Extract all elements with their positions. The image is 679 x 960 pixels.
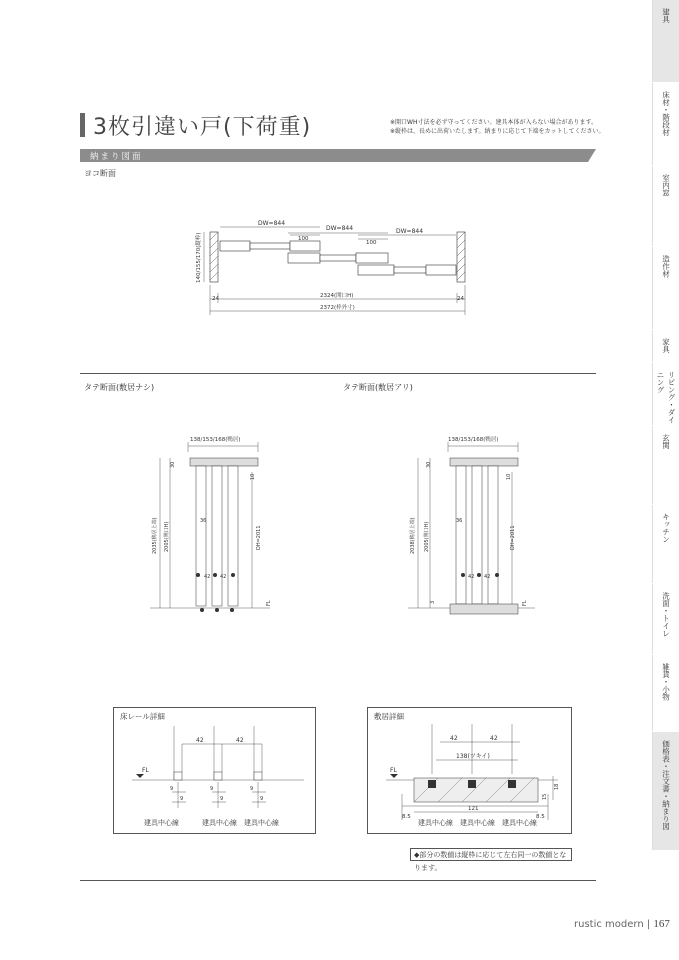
yoko-opening: 2324(開口H) bbox=[320, 293, 354, 299]
side-tab-label: 室内窓 bbox=[661, 174, 671, 197]
page-number: 167 bbox=[653, 918, 670, 930]
side-tab-zousaku[interactable] bbox=[652, 247, 679, 329]
yoko-drawing bbox=[180, 215, 480, 320]
side-tab-label: 洗面・トイレ bbox=[661, 592, 671, 637]
rail-fl: FL bbox=[142, 767, 149, 774]
side-tab-label: リビング・ダイニング bbox=[656, 371, 676, 424]
section-band bbox=[80, 149, 596, 162]
side-tab-label: 玄関 bbox=[661, 434, 671, 449]
rail-detail-drawing bbox=[114, 708, 315, 833]
shikii-15: 15 bbox=[542, 793, 548, 800]
tate1-top: 138/153/168(鴨居) bbox=[190, 437, 241, 443]
rail-detail-box bbox=[113, 707, 316, 834]
tate1-h1: 2035(鴨居上端) bbox=[152, 517, 158, 554]
rail-42a: 42 bbox=[196, 737, 204, 744]
rail-9c: 9 bbox=[210, 786, 214, 792]
note-1: ※開口WH寸法を必ず守ってください。建具本体が入らない場合があります。 bbox=[390, 119, 597, 126]
footer-sep: | bbox=[646, 919, 651, 930]
shikii-detail-drawing bbox=[368, 708, 571, 833]
shikii-detail-title: 敷居詳細 bbox=[374, 712, 404, 721]
note-2: ※縦枠は、長めに出荷いたします。納まりに応じて下端をカットしてください。 bbox=[390, 128, 605, 135]
shikii-center-2: 建具中心線 bbox=[460, 819, 495, 827]
divider-1 bbox=[80, 373, 596, 374]
rail-center-2: 建具中心線 bbox=[202, 819, 237, 827]
rail-9e: 9 bbox=[250, 786, 254, 792]
shikii-121: 121 bbox=[468, 806, 479, 812]
tate2-36: 36 bbox=[456, 518, 463, 524]
side-tab-senmen[interactable] bbox=[652, 584, 679, 654]
tate2-3: 3 bbox=[430, 600, 436, 604]
yoko-label: ヨコ断面 bbox=[84, 169, 116, 178]
tate-ari-label: タテ断面(敷居アリ) bbox=[343, 383, 413, 392]
side-tab-kitchen[interactable] bbox=[652, 505, 679, 583]
tate2-h1: 2038(鴨居上端) bbox=[410, 517, 416, 554]
side-tab-label: 造作材 bbox=[661, 255, 671, 278]
shikii-center-3: 建具中心線 bbox=[502, 819, 537, 827]
footnote-box: ◆部分の数値は縦枠に応じて左右同一の数値となります。 bbox=[410, 848, 572, 861]
notes bbox=[390, 118, 605, 136]
yoko-outer: 2372(枠外寸) bbox=[320, 305, 355, 311]
page-title bbox=[80, 112, 311, 138]
title-text: 3枚引違い戸(下荷重) bbox=[93, 114, 312, 140]
shikii-center-1: 建具中心線 bbox=[418, 819, 453, 827]
side-tab-label: 床材・階段材 bbox=[661, 91, 671, 136]
yoko-left-side: 140/155/170(縦枠) bbox=[196, 232, 202, 283]
tate1-10: 10 bbox=[250, 473, 256, 480]
side-tab-kagu[interactable] bbox=[652, 330, 679, 362]
tate1-fl: FL bbox=[266, 600, 272, 606]
tate1-36: 36 bbox=[200, 518, 207, 524]
rail-9f: 9 bbox=[260, 796, 264, 802]
rail-center-1: 建具中心線 bbox=[144, 819, 179, 827]
tate1-42a: 42 bbox=[204, 574, 211, 580]
tate2-10: 10 bbox=[506, 473, 512, 480]
shikii-18: 18 bbox=[554, 783, 560, 790]
side-tab-yuka[interactable] bbox=[652, 83, 679, 165]
yoko-24b: 24 bbox=[457, 296, 464, 302]
yoko-24a: 24 bbox=[212, 296, 219, 302]
footer-brand: rustic modern bbox=[574, 919, 644, 930]
side-tab-living[interactable] bbox=[652, 363, 679, 425]
rail-center-3: 建具中心線 bbox=[244, 819, 279, 827]
side-tab-price[interactable] bbox=[652, 732, 679, 850]
shikii-42b: 42 bbox=[490, 735, 498, 742]
yoko-100b: 100 bbox=[366, 240, 377, 246]
tate-nashi-drawing bbox=[140, 432, 280, 617]
tate2-h2: 2005(開口H) bbox=[424, 521, 430, 552]
shikii-85a: 8.5 bbox=[402, 814, 411, 820]
tate2-top: 138/153/168(鴨居) bbox=[448, 437, 499, 443]
rail-9b: 9 bbox=[180, 796, 184, 802]
yoko-dw3: DW=844 bbox=[396, 228, 424, 235]
shikii-mizo: 138(ツキイ) bbox=[456, 753, 490, 760]
rail-detail-title: 床レール詳細 bbox=[120, 712, 165, 721]
side-tab-kengu[interactable] bbox=[652, 0, 679, 82]
rail-9d: 9 bbox=[220, 796, 224, 802]
shikii-42a: 42 bbox=[450, 735, 458, 742]
side-tab-label: 家具 bbox=[661, 338, 671, 353]
side-tab-zakka[interactable] bbox=[652, 655, 679, 731]
section-title: 納まり図面 bbox=[90, 152, 143, 162]
side-tab-label: 価格表・注文書・納まり図 bbox=[661, 740, 671, 830]
tate2-dh: DH=2011 bbox=[510, 525, 516, 550]
tate2-42b: 42 bbox=[484, 574, 491, 580]
side-tab-label: 建具 bbox=[661, 8, 671, 23]
yoko-dw1: DW=844 bbox=[258, 220, 286, 227]
yoko-100a: 100 bbox=[298, 236, 309, 242]
tate2-fl: FL bbox=[522, 600, 528, 606]
shikii-detail-box bbox=[367, 707, 572, 834]
rail-9a: 9 bbox=[170, 786, 174, 792]
tate1-h2: 2005(開口H) bbox=[164, 521, 170, 552]
footer bbox=[574, 918, 670, 930]
tate2-42a: 42 bbox=[468, 574, 475, 580]
tate-ari-drawing bbox=[400, 432, 540, 617]
shikii-fl: FL bbox=[390, 767, 397, 774]
tate1-42b: 42 bbox=[220, 574, 227, 580]
side-tab-madoor[interactable] bbox=[652, 166, 679, 246]
side-tab-label: 雑貨・小物 bbox=[661, 663, 671, 701]
rail-42b: 42 bbox=[236, 737, 244, 744]
divider-2 bbox=[80, 880, 596, 881]
title-bar bbox=[80, 113, 85, 137]
side-tab-genkan[interactable] bbox=[652, 426, 679, 504]
yoko-dw2: DW=844 bbox=[326, 225, 354, 232]
tate1-30: 30 bbox=[170, 461, 176, 468]
tate2-30: 30 bbox=[426, 461, 432, 468]
tate1-dh: DH=2011 bbox=[256, 525, 262, 550]
shikii-85b: 8.5 bbox=[536, 814, 545, 820]
tate-nashi-label: タテ断面(敷居ナシ) bbox=[84, 383, 155, 392]
side-tab-label: キッチン bbox=[661, 513, 671, 543]
